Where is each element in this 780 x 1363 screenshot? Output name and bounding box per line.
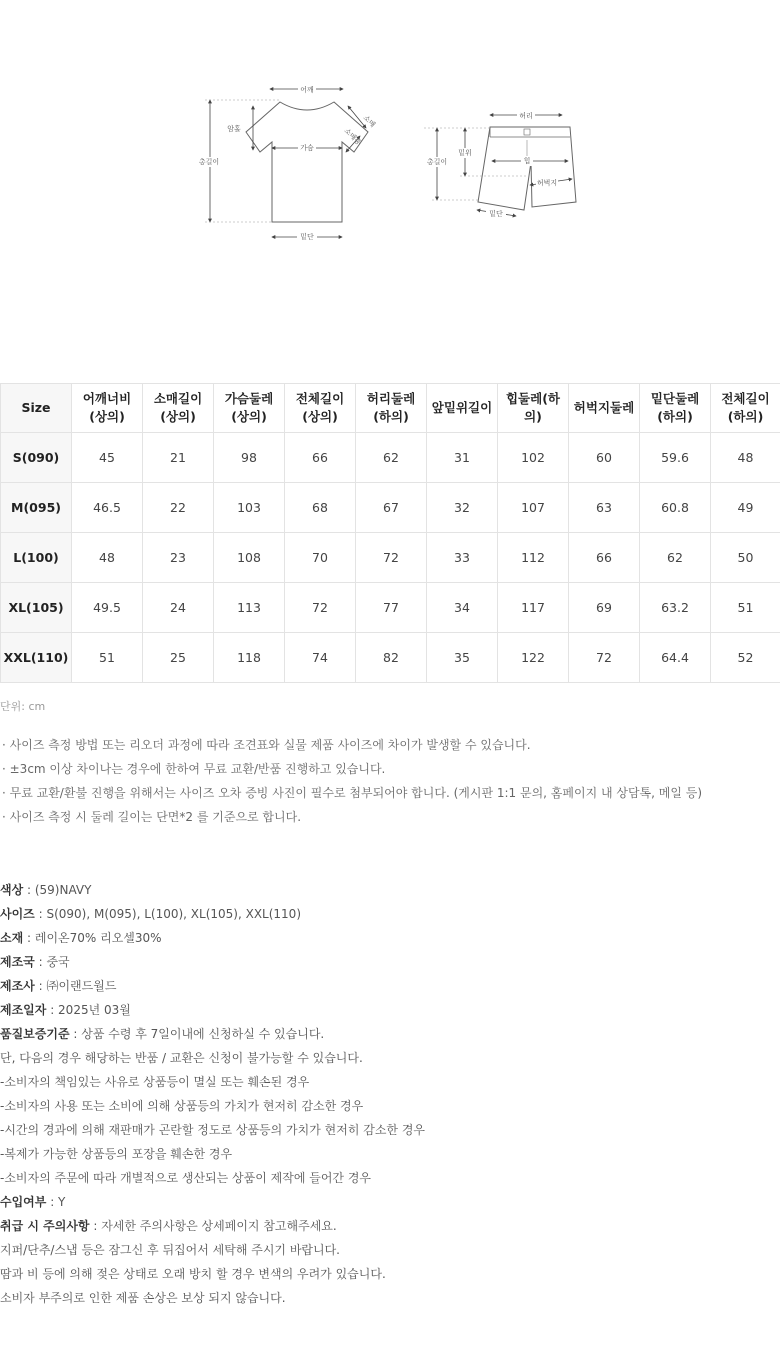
table-cell: 52 [711, 633, 780, 683]
chest-label: 가슴 [300, 144, 314, 152]
info-line [0, 1264, 425, 1288]
table-cell: 117 [498, 583, 569, 633]
table-cell: 108 [214, 533, 285, 583]
armhole-label: 암홀 [227, 125, 241, 133]
info-line [0, 1120, 425, 1144]
table-cell: 34 [427, 583, 498, 633]
info-manufacture-date [0, 1000, 425, 1024]
info-value: -복제가 가능한 상품등의 포장을 훼손한 경우 [0, 1147, 233, 1161]
tshirt-diagram [197, 84, 378, 242]
info-value: : 중국 [34, 955, 70, 969]
table-row [1, 633, 780, 683]
size-diagram [0, 0, 780, 300]
info-value: 지퍼/단추/스냅 등은 잠그신 후 뒤집어서 세탁해 주시기 바랍니다. [0, 1243, 340, 1257]
info-line [0, 1048, 425, 1072]
table-cell: 72 [285, 583, 356, 633]
header-hem: 밑단둘레(하의) [640, 384, 711, 433]
info-line [0, 1288, 425, 1312]
table-cell: 59.6 [640, 433, 711, 483]
info-value: : 상품 수령 후 7일이내에 신청하실 수 있습니다. [69, 1027, 325, 1041]
info-import [0, 1192, 425, 1216]
table-cell: 33 [427, 533, 498, 583]
info-value: : S(090), M(095), L(100), XL(105), XXL(110) [34, 907, 301, 921]
info-value: 소비자 부주의로 인한 제품 손상은 보상 되지 않습니다. [0, 1291, 286, 1305]
table-cell: 60 [569, 433, 640, 483]
table-cell: 69 [569, 583, 640, 633]
info-care [0, 1216, 425, 1240]
info-value: 땀과 비 등에 의해 젖은 상태로 오래 방치 할 경우 변색의 우려가 있습니다. [0, 1267, 386, 1281]
header-waist: 허리둘레(하의) [356, 384, 427, 433]
table-cell: 31 [427, 433, 498, 483]
info-value: 단, 다음의 경우 해당하는 반품 / 교환은 신청이 불가능할 수 있습니다. [0, 1051, 363, 1065]
table-cell: 63.2 [640, 583, 711, 633]
info-warranty [0, 1024, 425, 1048]
info-size [0, 904, 425, 928]
table-cell: 51 [72, 633, 143, 683]
table-cell: 48 [711, 433, 780, 483]
table-cell: 49 [711, 483, 780, 533]
info-line [0, 1096, 425, 1120]
table-cell: 113 [214, 583, 285, 633]
table-cell: 22 [143, 483, 214, 533]
info-value: : 자세한 주의사항은 상세페이지 참고해주세요. [89, 1219, 337, 1233]
table-cell: 102 [498, 433, 569, 483]
table-cell: 48 [72, 533, 143, 583]
info-label: 색상 [0, 883, 24, 897]
sleeve-hem-label: 소매통 [342, 126, 363, 147]
size-notes [2, 735, 702, 831]
table-cell: 77 [356, 583, 427, 633]
header-front-rise: 앞밑위길이 [427, 384, 498, 433]
header-chest: 가슴둘레(상의) [214, 384, 285, 433]
table-cell: 82 [356, 633, 427, 683]
info-value: : 레이온70% 리오셀30% [23, 931, 162, 945]
info-manufacturer [0, 976, 425, 1000]
table-cell: 118 [214, 633, 285, 683]
info-label: 제조사 [0, 979, 35, 993]
rise-label: 밑위 [458, 149, 472, 157]
table-cell: 45 [72, 433, 143, 483]
table-cell: 74 [285, 633, 356, 683]
table-cell: 49.5 [72, 583, 143, 633]
sleeve-label: 소매 [361, 113, 377, 129]
info-value: : Y [46, 1195, 66, 1209]
table-row [1, 483, 780, 533]
tshirt-total-length-label: 총길이 [198, 158, 220, 166]
unit-label: 단위: cm [0, 700, 46, 713]
table-cell: 70 [285, 533, 356, 583]
table-cell: 67 [356, 483, 427, 533]
info-value: -소비자의 책임있는 사유로 상품등이 멸실 또는 훼손된 경우 [0, 1075, 310, 1089]
shoulder-label: 어깨 [300, 86, 314, 94]
tshirt-hem-label: 밑단 [300, 233, 314, 241]
table-header-row [1, 384, 780, 433]
info-label: 제조일자 [0, 1003, 47, 1017]
info-line [0, 1144, 425, 1168]
thigh-label: 허벅지 [536, 179, 558, 187]
header-sleeve-length: 소매길이(상의) [143, 384, 214, 433]
note-item: · ±3cm 이상 차이나는 경우에 한하여 무료 교환/반품 진행하고 있습니다. [2, 762, 386, 776]
shorts-total-length-label: 총길이 [426, 158, 448, 166]
info-label: 수입여부 [0, 1195, 47, 1209]
note-item: · 사이즈 측정 시 둘레 길이는 단면*2 를 기준으로 합니다. [2, 810, 302, 824]
table-cell: 62 [356, 433, 427, 483]
table-cell: 51 [711, 583, 780, 633]
header-top-length: 전체길이(상의) [285, 384, 356, 433]
size-cell: L(100) [1, 533, 72, 583]
info-color [0, 880, 425, 904]
info-value: -시간의 경과에 의해 재판매가 곤란할 정도로 상품등의 가치가 현저히 감소한 경우 [0, 1123, 426, 1137]
size-cell: XL(105) [1, 583, 72, 633]
table-row [1, 583, 780, 633]
product-info [0, 880, 425, 1312]
table-cell: 63 [569, 483, 640, 533]
table-cell: 23 [143, 533, 214, 583]
size-table [0, 383, 780, 683]
table-cell: 103 [214, 483, 285, 533]
info-value: : (59)NAVY [23, 883, 92, 897]
info-value: -소비자의 사용 또는 소비에 의해 상품등의 가치가 현저히 감소한 경우 [0, 1099, 364, 1113]
table-cell: 50 [711, 533, 780, 583]
table-cell: 68 [285, 483, 356, 533]
info-country [0, 952, 425, 976]
info-label: 제조국 [0, 955, 35, 969]
info-label: 사이즈 [0, 907, 35, 921]
size-cell: XXL(110) [1, 633, 72, 683]
header-shoulder-width: 어깨너비(상의) [72, 384, 143, 433]
table-cell: 46.5 [72, 483, 143, 533]
info-label: 취급 시 주의사항 [0, 1219, 90, 1233]
table-cell: 112 [498, 533, 569, 583]
table-cell: 72 [356, 533, 427, 583]
shorts-hem-label: 밑단 [489, 210, 503, 218]
header-bottom-length: 전체길이(하의) [711, 384, 780, 433]
info-line [0, 1240, 425, 1264]
table-cell: 122 [498, 633, 569, 683]
info-value: : ㈜이랜드월드 [34, 979, 117, 993]
info-label: 품질보증기준 [0, 1027, 70, 1041]
note-item: · 사이즈 측정 방법 또는 리오더 과정에 따라 조견표와 실물 제품 사이즈에 차이가 발생할 수 있습니다. [2, 738, 531, 752]
waist-label: 허리 [519, 112, 533, 120]
hip-label: 힙 [523, 157, 531, 165]
info-material [0, 928, 425, 952]
info-line [0, 1072, 425, 1096]
table-cell: 98 [214, 433, 285, 483]
info-value: -소비자의 주문에 따라 개별적으로 생산되는 상품이 제작에 들어간 경우 [0, 1171, 372, 1185]
table-cell: 62 [640, 533, 711, 583]
header-thigh: 허벅지둘레 [569, 384, 640, 433]
info-value: : 2025년 03월 [46, 1003, 131, 1017]
table-cell: 32 [427, 483, 498, 533]
table-cell: 21 [143, 433, 214, 483]
size-cell: S(090) [1, 433, 72, 483]
note-item: · 무료 교환/환불 진행을 위해서는 사이즈 오차 증빙 사진이 필수로 첨부되어야 합니다. (게시판 1:1 문의, 홈페이지 내 상담톡, 메일 등) [2, 786, 703, 800]
shorts-diagram [424, 110, 576, 218]
table-cell: 35 [427, 633, 498, 683]
size-cell: M(095) [1, 483, 72, 533]
table-cell: 60.8 [640, 483, 711, 533]
header-size: Size [1, 384, 72, 433]
table-cell: 24 [143, 583, 214, 633]
info-label: 소재 [0, 931, 24, 945]
table-row [1, 533, 780, 583]
table-cell: 66 [569, 533, 640, 583]
table-cell: 66 [285, 433, 356, 483]
table-cell: 72 [569, 633, 640, 683]
info-line [0, 1168, 425, 1192]
header-hip: 힙둘레(하의) [498, 384, 569, 433]
table-cell: 64.4 [640, 633, 711, 683]
table-row [1, 433, 780, 483]
table-cell: 107 [498, 483, 569, 533]
table-cell: 25 [143, 633, 214, 683]
